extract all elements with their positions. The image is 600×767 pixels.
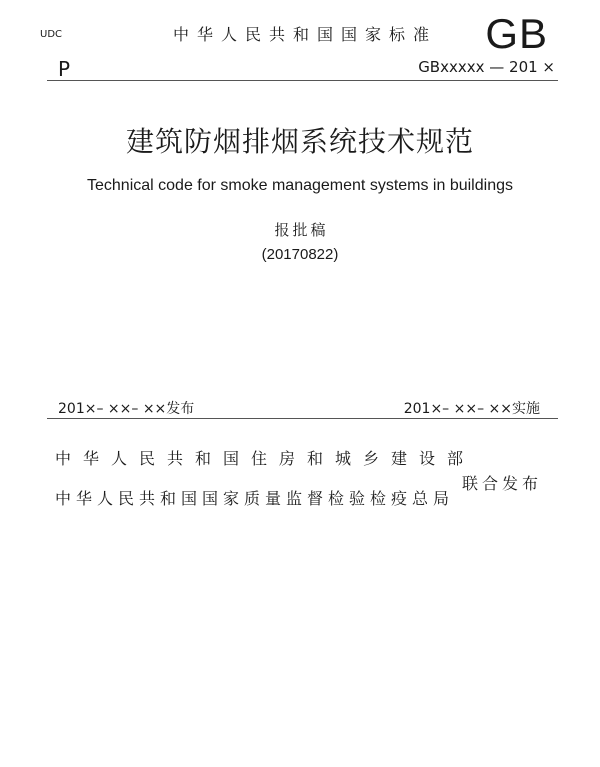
publish-date: 201×– ××– ××发布 (58, 401, 195, 417)
issuer-ministry: 中华人民共和国住房和城乡建设部 (55, 449, 476, 468)
title-chinese: 建筑防烟排烟系统技术规范 (125, 125, 474, 158)
implement-date: 201×– ××– ××实施 (403, 401, 540, 417)
title-english: Technical code for smoke management systems in buildings (87, 177, 513, 194)
udc-label: UDC (40, 29, 63, 40)
standard-name: 中华人民共和国国家标准 (172, 25, 437, 44)
classification-label: P (58, 57, 71, 81)
header-divider (47, 80, 558, 81)
issuer-aqsiq: 中华人民共和国国家质量监督检验检疫总局 (55, 489, 455, 508)
joint-issue-label: 联合发布 (462, 474, 543, 493)
draft-date: (20170822) (261, 246, 339, 263)
draft-status: 报批稿 (274, 221, 329, 239)
standard-number: GBxxxxx — 201 × (418, 58, 555, 76)
date-divider (47, 418, 558, 419)
gb-logo: GB (485, 10, 548, 57)
